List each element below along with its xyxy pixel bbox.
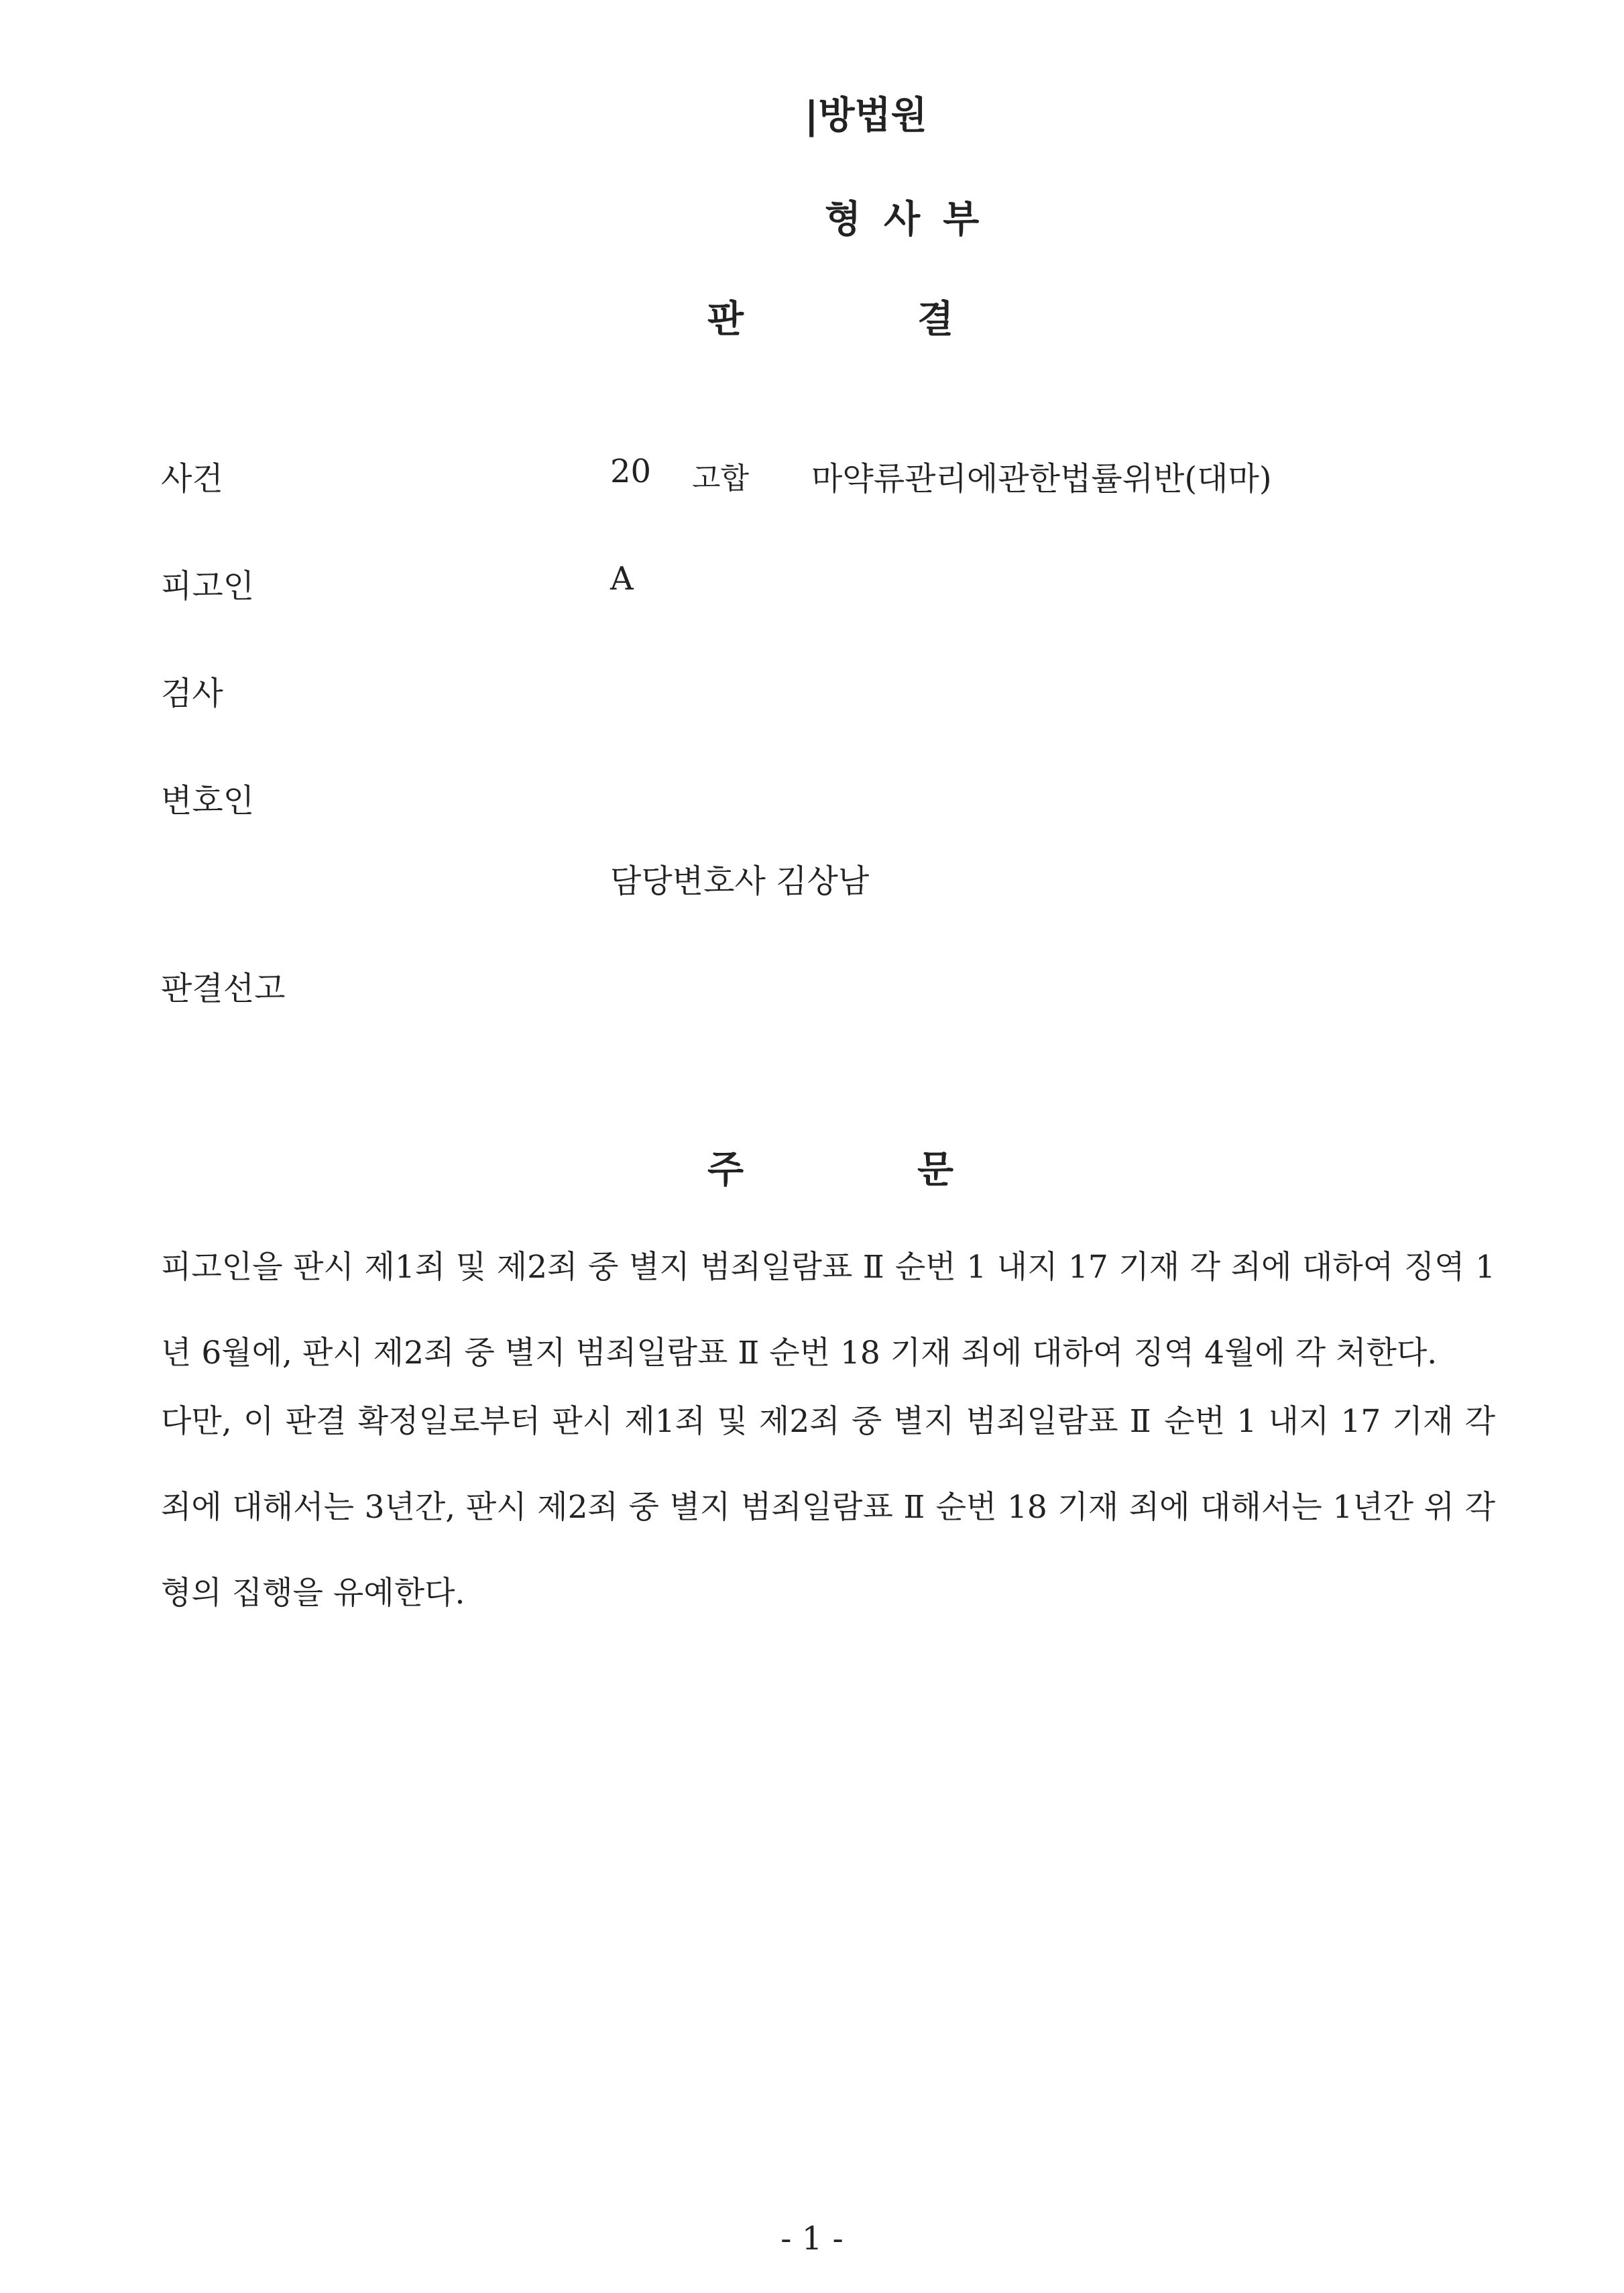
case-label: 사건 (161, 460, 223, 498)
judgment-title-left: 판 (707, 298, 744, 341)
order-title-left: 주 (707, 1148, 744, 1192)
defendant-value: A (610, 560, 634, 598)
case-number: 20 (610, 453, 652, 490)
defense-value: 담당변호사 김상남 (610, 862, 870, 900)
order-title-right: 문 (917, 1148, 954, 1192)
page-number: - 1 - (780, 2220, 844, 2257)
court-name: |방법원 (805, 94, 927, 137)
case-type: 고합 (692, 461, 750, 496)
sentencing-label: 판결선고 (161, 970, 286, 1007)
order-paragraph-1: 피고인을 판시 제1죄 및 제2죄 중 별지 범죄일람표 Ⅱ 순번 1 내지 17 기재 각 죄에 대하여 징역 1년 6월에, 판시 제2죄 중 별지 범죄일람표 Ⅱ 순번 18 기재 죄에 대하여 징역 4월에 각 처한다. (161, 1249, 1495, 1372)
department-name: 형사부 (825, 198, 1002, 241)
defense-label: 변호인 (161, 782, 255, 820)
defendant-label: 피고인 (161, 567, 255, 605)
order-paragraph-2: 다만, 이 판결 확정일로부터 판시 제1죄 및 제2죄 중 별지 범죄일람표 Ⅱ 순번 1 내지 17 기재 각 죄에 대해서는 3년간, 판시 제2죄 중 별지 범죄일람표 Ⅱ 순번 18 기재 죄에 대해서는 1년간 위 각 형의 집행을 유예한다. (161, 1403, 1495, 1612)
judgment-title-right: 결 (917, 298, 954, 341)
prosecutor-label: 검사 (161, 675, 223, 712)
case-name: 마약류관리에관한법률위반(대마) (811, 460, 1272, 498)
